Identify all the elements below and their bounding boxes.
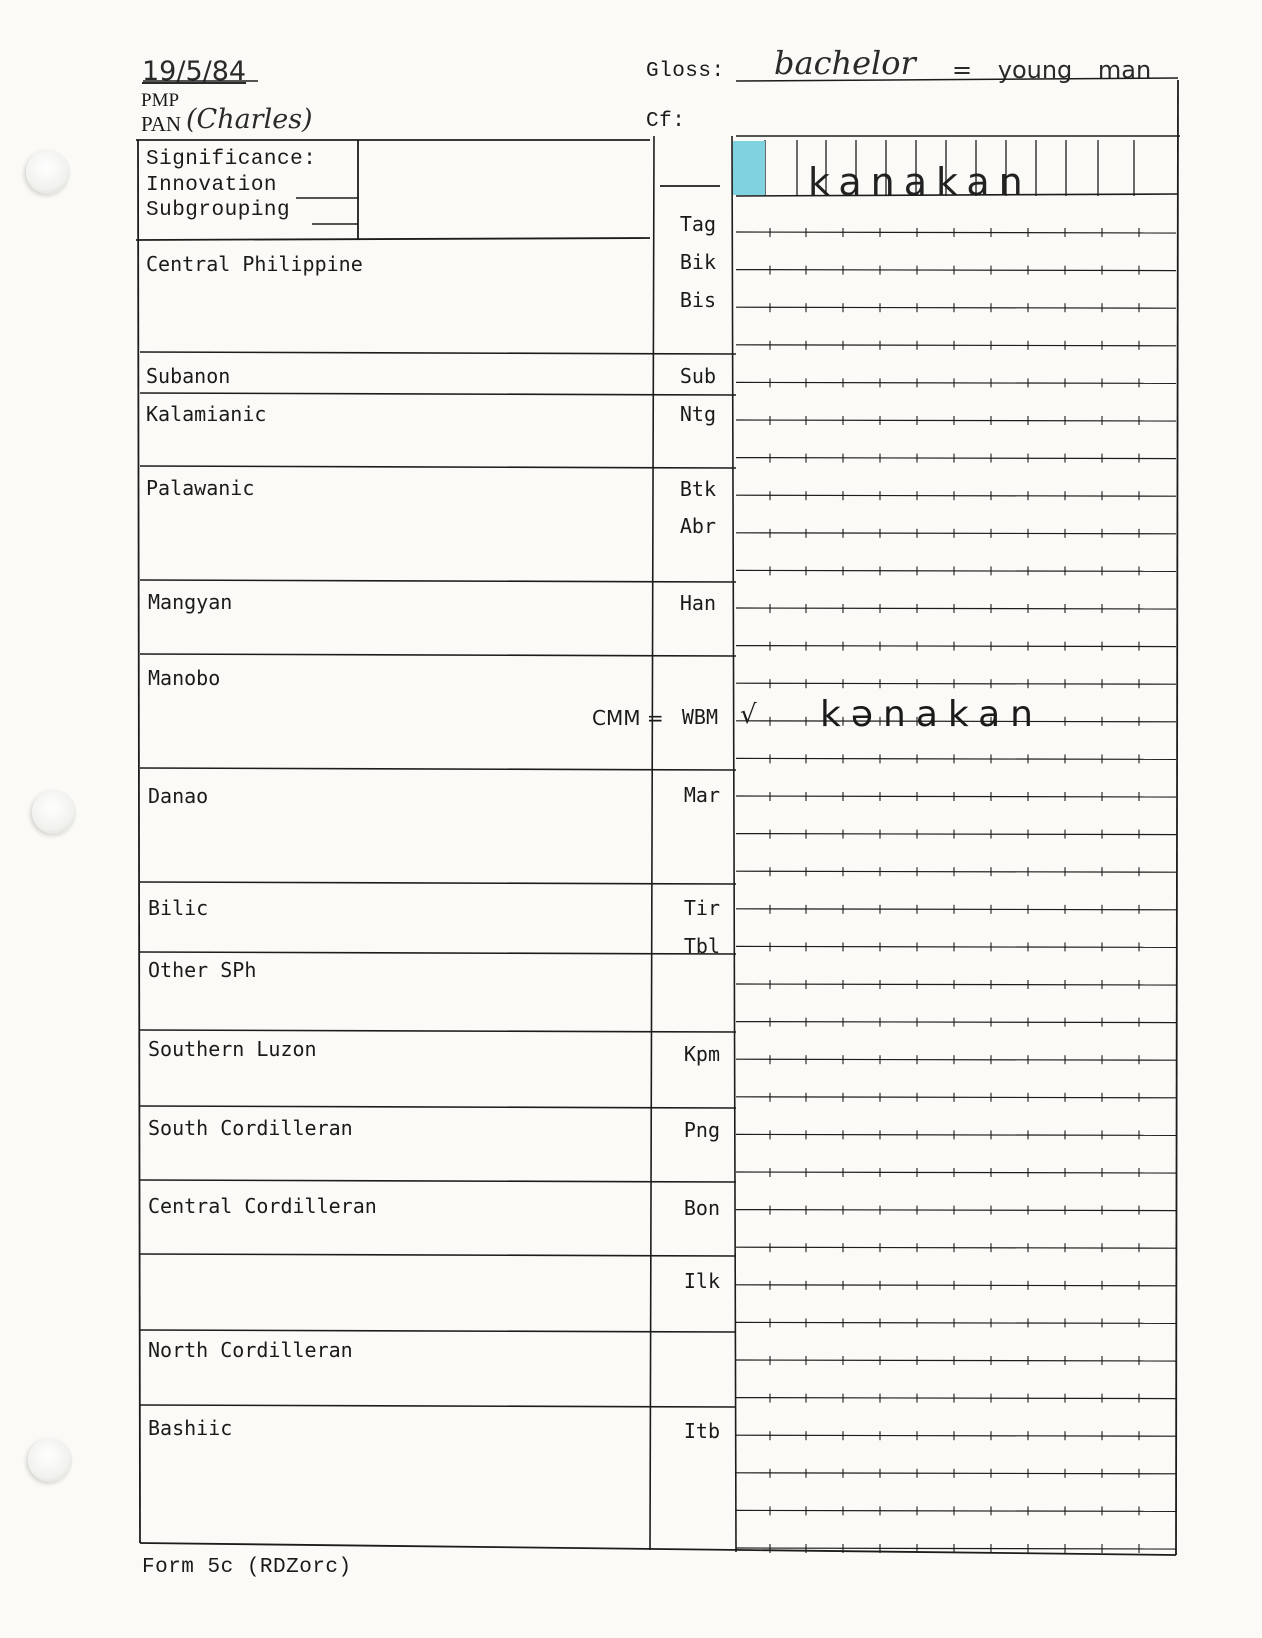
frame-right <box>1176 80 1178 1555</box>
group-mangyan: Mangyan <box>148 590 233 614</box>
group-subanon: Subanon <box>146 364 231 388</box>
entry-rule <box>736 984 1176 985</box>
group-separator <box>140 1405 736 1407</box>
abbr-itb: Itb <box>683 1419 720 1443</box>
form-footer: Form 5c (RDZorc) <box>142 1556 352 1579</box>
entry-rule <box>736 1285 1176 1286</box>
entry-rule <box>736 420 1176 421</box>
entry-rule <box>736 871 1176 872</box>
group-bashiic: Bashiic <box>148 1416 233 1440</box>
entry-rule <box>736 458 1176 459</box>
gloss-underline <box>736 78 1178 81</box>
entry-rule <box>736 1022 1176 1023</box>
group-central-philippine: Central Philippine <box>146 252 363 276</box>
abbr-wbm: WBM <box>681 705 718 729</box>
group-separator <box>140 1030 736 1032</box>
entry-rule <box>736 1548 1176 1549</box>
group-separator <box>140 952 736 954</box>
entry-rule <box>736 1247 1176 1248</box>
pan-note: (Charles) <box>186 104 313 135</box>
group-separator <box>140 580 736 582</box>
highlight-cell <box>733 141 765 195</box>
abbr-tir: Tir <box>683 896 720 920</box>
entry-rule <box>736 1097 1176 1098</box>
significance-title: Significance: <box>146 148 317 171</box>
abbr-tbl: Tbl <box>683 934 720 958</box>
abbr-tag: Tag <box>679 212 716 236</box>
entry-rule <box>736 1435 1176 1436</box>
entry-rule <box>736 1059 1176 1060</box>
group-separator <box>140 882 736 884</box>
pan-label: PAN <box>141 112 182 136</box>
group-bilic: Bilic <box>148 896 209 920</box>
entry-rule <box>736 1473 1176 1474</box>
abbr-bik: Bik <box>679 250 716 274</box>
header-cells-bottom <box>736 194 1178 196</box>
group-kalamianic: Kalamianic <box>146 402 267 426</box>
entry-rule <box>736 570 1176 571</box>
group-separator <box>140 654 736 656</box>
group-separator <box>140 352 736 354</box>
entry-rule <box>736 608 1176 609</box>
entry-rule <box>736 1322 1176 1323</box>
abbr-kpm: Kpm <box>683 1042 720 1066</box>
entry-rule <box>736 232 1176 233</box>
abbr-btk: Btk <box>679 477 716 501</box>
entry-rule <box>736 1172 1176 1173</box>
entry-rule <box>736 533 1176 534</box>
entry-rule <box>736 270 1176 271</box>
entry-rule <box>736 1210 1176 1211</box>
group-south-cordilleran: South Cordilleran <box>148 1116 353 1140</box>
gloss-value: bachelor <box>774 44 916 82</box>
abbr-ilk: Ilk <box>683 1269 720 1293</box>
entry-rule <box>736 946 1176 947</box>
group-central-cordilleran: Central Cordilleran <box>148 1194 377 1218</box>
abbr-png: Png <box>683 1118 720 1142</box>
sig-box-bottom <box>136 238 650 240</box>
group-danao: Danao <box>148 784 209 808</box>
entry-rule <box>736 721 1176 722</box>
gloss-extra: = young man <box>952 56 1152 84</box>
entry-rule <box>736 646 1176 647</box>
entry-rule <box>736 1134 1176 1135</box>
date-field: 19/5/84 <box>142 56 247 87</box>
abbr-bon: Bon <box>683 1196 720 1220</box>
entry-rule <box>736 1398 1176 1399</box>
gloss-label: Gloss: <box>646 60 725 83</box>
entry-rule <box>736 1360 1176 1361</box>
innovation-label: Innovation <box>146 174 278 197</box>
wbm-form: kənakan <box>820 694 1043 735</box>
abbr-abr: Abr <box>679 514 716 538</box>
group-separator <box>140 1180 736 1182</box>
entry-rule <box>736 382 1176 383</box>
abbr-han: Han <box>679 591 716 615</box>
group-separator <box>140 1330 736 1332</box>
group-separator <box>140 393 736 395</box>
reconstruction-form: kanakan <box>808 160 1032 204</box>
subgrouping-label: Subgrouping <box>146 199 291 222</box>
entry-rule <box>736 683 1176 684</box>
entry-rule <box>736 909 1176 910</box>
col-divider-2 <box>732 136 736 1552</box>
col-divider-1 <box>650 136 654 1550</box>
group-other-sph: Other SPh <box>148 958 257 982</box>
entry-rule <box>736 796 1176 797</box>
group-separator <box>140 466 736 468</box>
entry-rule <box>736 834 1176 835</box>
wbm-check: √ <box>740 700 757 730</box>
entry-rule <box>736 495 1176 496</box>
group-separator <box>140 1106 736 1108</box>
entry-rule <box>736 345 1176 346</box>
cf-label: Cf: <box>646 110 686 133</box>
entry-rule <box>736 758 1176 759</box>
abbr-sub: Sub <box>679 364 716 388</box>
cmm-note: CMM = <box>592 706 664 730</box>
group-north-cordilleran: North Cordilleran <box>148 1338 353 1362</box>
group-manobo: Manobo <box>148 666 221 690</box>
entry-rule <box>736 1510 1176 1511</box>
group-separator <box>140 1254 736 1256</box>
group-separator <box>140 768 736 770</box>
entry-rule <box>736 307 1176 308</box>
abbr-mar: Mar <box>683 783 720 807</box>
abbr-ntg: Ntg <box>679 402 716 426</box>
frame-left <box>138 140 140 1543</box>
pmp-label: PMP <box>141 90 180 111</box>
group-palawanic: Palawanic <box>146 476 255 500</box>
abbr-bis: Bis <box>679 288 716 312</box>
group-southern-luzon: Southern Luzon <box>148 1037 317 1061</box>
